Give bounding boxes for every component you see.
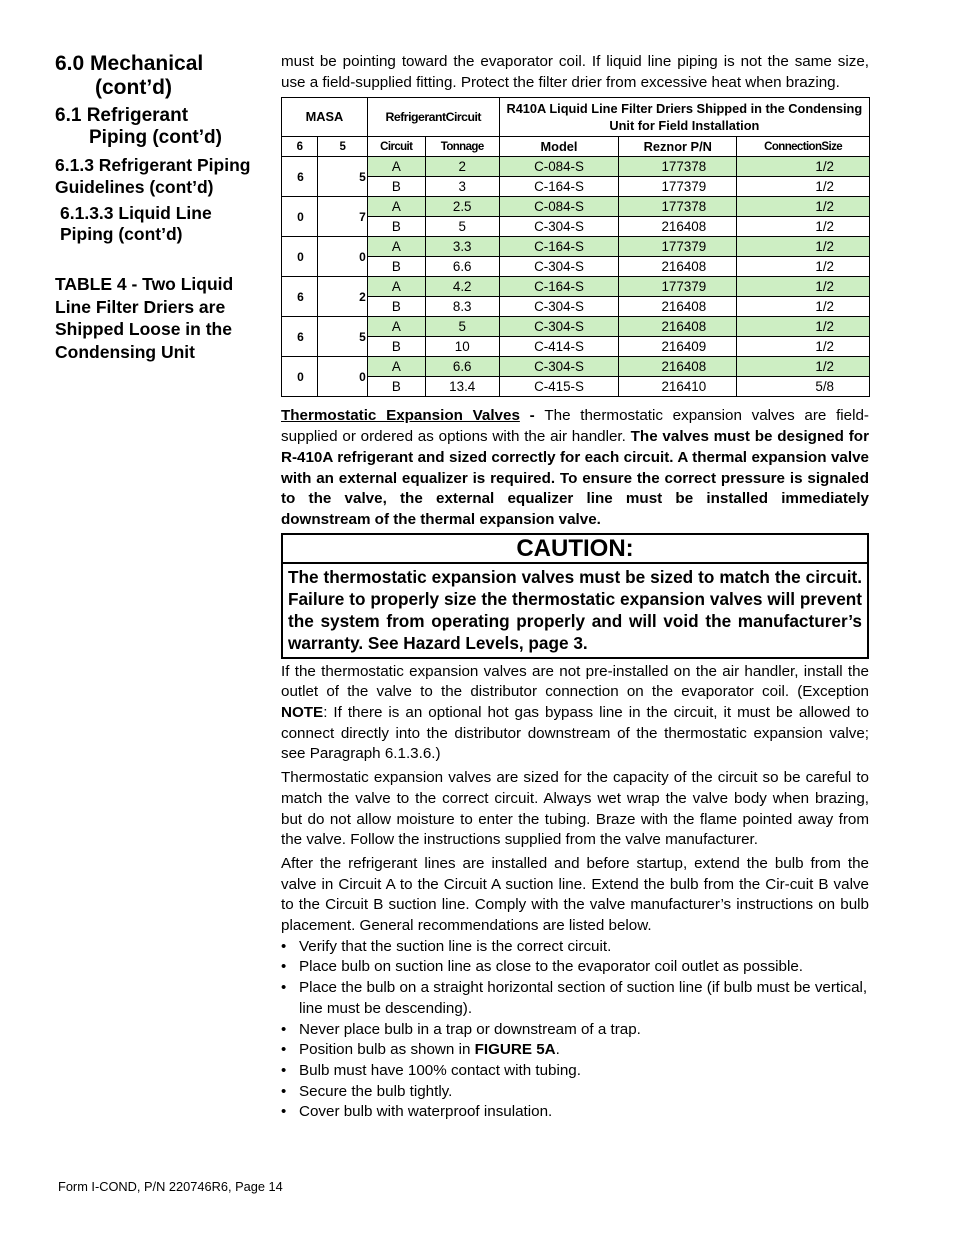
table-cell: B	[367, 337, 425, 357]
table-cell: 1/2	[737, 157, 870, 177]
figure-reference: FIGURE 5A	[474, 1041, 556, 1059]
subsection-heading-line2: Piping (cont’d)	[89, 127, 222, 148]
col-header: 6	[282, 137, 318, 157]
table-row	[282, 377, 870, 397]
col-header-reznor-pn: Reznor P/N	[619, 137, 737, 157]
table-cell: C-164-S	[499, 277, 619, 297]
table-row	[282, 157, 870, 177]
table-cell: 216409	[619, 337, 737, 357]
section-heading	[55, 52, 270, 100]
table-row	[282, 297, 870, 317]
table-cell: C-304-S	[499, 297, 619, 317]
table-cell: 5	[425, 317, 499, 337]
table-cell: 1/2	[737, 217, 870, 237]
table-cell: 177379	[619, 277, 737, 297]
table-header-row	[282, 98, 870, 137]
table-cell: 0	[317, 357, 367, 397]
list-item	[281, 937, 869, 958]
page-footer: Form I-COND, P/N 220746R6, Page 14	[58, 1179, 283, 1194]
table-row	[282, 317, 870, 337]
table-cell: 8.3	[425, 297, 499, 317]
table-row	[282, 177, 870, 197]
table-cell: B	[367, 377, 425, 397]
table-cell: 177379	[619, 237, 737, 257]
subsubsection-heading: 6.1.3 Refrigerant Piping Guidelines (cont’d)	[55, 155, 251, 197]
bullet-icon: •	[281, 979, 287, 997]
body-paragraph-2: Thermostatic expansion valves are sized for the capacity of the circuit so be careful to match the valve to the correct circuit. Always wet wrap the valve body when brazing, but do not allow moisture to enter the tubing. Braze with the flame pointed away from the valve. Follow the instructions supplied from the valve manufacturer.	[281, 769, 869, 849]
list-item-text: Secure the bulb tightly.	[299, 1082, 453, 1100]
table-cell: 1/2	[737, 277, 870, 297]
tev-lead: Thermostatic Expansion Valves	[281, 407, 520, 425]
bullet-icon: •	[281, 1020, 287, 1038]
table-cell: A	[367, 197, 425, 217]
table-row	[282, 217, 870, 237]
table-cell: C-415-S	[499, 377, 619, 397]
list-item-text: Position bulb as shown in	[299, 1041, 475, 1059]
list-item	[281, 1061, 869, 1082]
table-cell: C-304-S	[499, 217, 619, 237]
para1-a: If the thermostatic expansion valves are not pre-installed on the air handler, install the outlet of the valve to the distributor connection on the evaporator coil. (Exception	[281, 662, 869, 701]
table-cell: 1/2	[737, 317, 870, 337]
table-cell: 5/8	[737, 377, 870, 397]
col-header-connection-size: ConnectionSize	[737, 137, 870, 157]
table-cell: B	[367, 257, 425, 277]
table-cell: 216408	[619, 257, 737, 277]
list-item-text: Place the bulb on a straight horizontal section of suction line (if bulb must be vertical, line must be descending).	[299, 979, 868, 1017]
list-item	[281, 1082, 869, 1103]
table-cell: 0	[282, 357, 318, 397]
table-cell: 216408	[619, 217, 737, 237]
table-cell: 3	[425, 177, 499, 197]
table-cell: C-304-S	[499, 317, 619, 337]
table-cell: 1/2	[737, 197, 870, 217]
col-header-circuit: Circuit	[367, 137, 425, 157]
table-row	[282, 237, 870, 257]
table-cell: A	[367, 157, 425, 177]
table-cell: 177378	[619, 157, 737, 177]
table-cell: 1/2	[737, 237, 870, 257]
body-paragraph-3: After the refrigerant lines are installed and before startup, extend the bulb from the valve in Circuit A to the Circuit A suction line. Extend the bulb from the Cir-cuit B valve to the Circuit B suction line. Comply with the valve manufacturer’s instructions on bulb placement. General recommendations are listed below.	[281, 854, 869, 935]
table-cell: 1/2	[737, 357, 870, 377]
table-cell: 216408	[619, 357, 737, 377]
table-cell: C-084-S	[499, 197, 619, 217]
main-column	[281, 52, 869, 1123]
table-cell: 177378	[619, 197, 737, 217]
table-row	[282, 277, 870, 297]
table-cell: B	[367, 217, 425, 237]
table-cell: C-414-S	[499, 337, 619, 357]
left-sidebar	[55, 52, 270, 363]
bullet-icon: •	[281, 1041, 287, 1059]
table-cell: 216410	[619, 377, 737, 397]
note-label: NOTE	[281, 704, 324, 722]
list-item	[281, 978, 869, 1019]
list-item	[281, 1020, 869, 1041]
table-cell: 6	[282, 277, 318, 317]
table-cell: 1/2	[737, 297, 870, 317]
filter-drier-table	[281, 97, 870, 397]
para1-b: : If there is an optional hot gas bypass line in the circuit, it must be allowed to connect directly into the distributor downstream of the thermostatic expansion valve; see Paragraph 6.1.3.6.)	[281, 704, 869, 763]
table-cell: B	[367, 177, 425, 197]
tev-paragraph	[281, 406, 869, 530]
caution-body: The thermostatic expansion valves must be sized to match the circuit. Failure to properly size the thermostatic expansion valves will prevent the system from operating properly and will void the manufacturer’s warranty. See Hazard Levels, page 3.	[288, 566, 862, 653]
refrigerant-circuit-header: RefrigerantCircuit	[367, 98, 499, 137]
table-cell: 7	[317, 197, 367, 237]
table-cell: 177379	[619, 177, 737, 197]
table-cell: 6	[282, 317, 318, 357]
table-cell: 1/2	[737, 337, 870, 357]
bullet-icon: •	[281, 1082, 287, 1100]
list-item	[281, 1102, 869, 1123]
table-cell: 2.5	[425, 197, 499, 217]
table-cell: 3.3	[425, 237, 499, 257]
table-cell: 0	[282, 197, 318, 237]
table-cell: 6	[282, 157, 318, 197]
table-subheader-row	[282, 137, 870, 157]
table-cell: 4.2	[425, 277, 499, 297]
table-cell: A	[367, 277, 425, 297]
list-item-text: Verify that the suction line is the correct circuit.	[299, 937, 612, 955]
list-item-text: Cover bulb with waterproof insulation.	[299, 1103, 553, 1121]
bullet-icon: •	[281, 1103, 287, 1121]
table-cell: C-084-S	[499, 157, 619, 177]
table-cell: A	[367, 317, 425, 337]
table-cell: A	[367, 357, 425, 377]
bullet-icon: •	[281, 937, 287, 955]
intro-paragraph: must be pointing toward the evaporator coil. If liquid line piping is not the same size, use a field-supplied fitting. Protect the filter drier from excessive heat when brazing.	[281, 53, 869, 91]
subsection-heading	[55, 105, 270, 149]
list-item-text: Place bulb on suction line as close to the evaporator coil outlet as possible.	[299, 958, 804, 976]
list-item	[281, 1040, 869, 1061]
r410a-header: R410A Liquid Line Filter Driers Shipped in the Condensing Unit for Field Installation	[499, 98, 869, 137]
masa-header: MASA	[282, 98, 368, 137]
col-header-model: Model	[499, 137, 619, 157]
table-cell: 2	[317, 277, 367, 317]
table-row	[282, 257, 870, 277]
table-cell: C-164-S	[499, 177, 619, 197]
body-paragraph-1	[281, 662, 869, 766]
table-row	[282, 197, 870, 217]
table-cell: 2	[425, 157, 499, 177]
list-item-text: Never place bulb in a trap or downstream of a trap.	[299, 1020, 641, 1038]
col-header-tonnage: Tonnage	[425, 137, 499, 157]
table-cell: 10	[425, 337, 499, 357]
table-cell: 5	[317, 317, 367, 357]
table-cell: 5	[317, 157, 367, 197]
paragraph-heading: 6.1.3.3 Liquid Line Piping (cont’d)	[60, 203, 212, 244]
table-cell: 0	[282, 237, 318, 277]
table-row	[282, 357, 870, 377]
list-item-text: Bulb must have 100% contact with tubing.	[299, 1061, 581, 1079]
table-cell: 216408	[619, 317, 737, 337]
caution-title: CAUTION:	[283, 535, 867, 564]
table-cell: C-304-S	[499, 357, 619, 377]
table-cell: B	[367, 297, 425, 317]
table-cell: 6.6	[425, 357, 499, 377]
tev-normal: The thermostatic expansion valves are field-supplied or ordered as options with the air handler.	[281, 407, 869, 446]
table-row	[282, 337, 870, 357]
table-cell: 13.4	[425, 377, 499, 397]
table-cell: 216408	[619, 297, 737, 317]
table-cell: C-164-S	[499, 237, 619, 257]
bullet-icon: •	[281, 1061, 287, 1079]
bulb-recommendations-list	[281, 937, 869, 1123]
table-cell: 1/2	[737, 177, 870, 197]
table-cell: C-304-S	[499, 257, 619, 277]
subsection-heading-line1: 6.1 Refrigerant	[55, 105, 189, 126]
table-caption: TABLE 4 - Two Liquid Line Filter Driers are Shipped Loose in the Condensing Unit	[55, 274, 234, 362]
table-cell: 1/2	[737, 257, 870, 277]
tev-dash: -	[519, 407, 545, 425]
section-heading-line1: 6.0 Mechanical	[55, 52, 204, 75]
section-heading-line2: (cont’d)	[95, 76, 172, 99]
list-item-text: .	[555, 1041, 560, 1059]
caution-box	[281, 533, 869, 659]
table-cell: 5	[425, 217, 499, 237]
list-item	[281, 957, 869, 978]
table-cell: A	[367, 237, 425, 257]
bullet-icon: •	[281, 958, 287, 976]
col-header: 5	[317, 137, 367, 157]
tev-bold: The valves must be designed for R-410A refrigerant and sized correctly for each circuit. A thermal expansion valve with an external equalizer is required. To ensure the correct pressure is signaled to the valve, the external equalizer line must be installed immediately downstream of the thermal expansion valve.	[281, 428, 869, 528]
table-cell: 6.6	[425, 257, 499, 277]
table-cell: 0	[317, 237, 367, 277]
